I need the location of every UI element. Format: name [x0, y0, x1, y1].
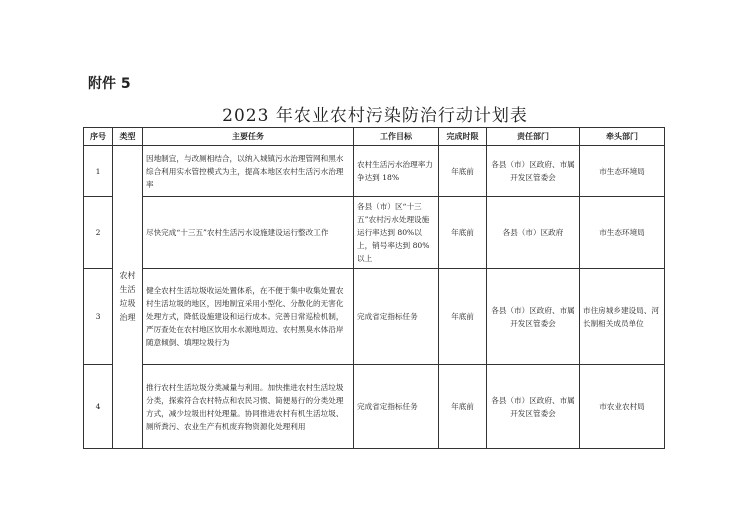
row-goal: 完成省定指标任务 — [354, 365, 439, 449]
row-task: 健全农村生活垃圾收运处置体系，在不便于集中收集处置农村生活垃圾的地区，因地制宜采用小型化、分散化的无害化处理方式，降低设施建设和运行成本。完善日常巡检机制，严厉查处在农村地区饮用水水源地周边、农村黑臭水体沿岸随意倾倒、填埋垃圾行为 — [143, 269, 354, 365]
row-goal: 各县（市）区“十三五”农村污水处理设施运行率达到 80%以上，销号率达到 80%以上 — [354, 197, 439, 269]
table-row — [84, 269, 665, 365]
header-type: 类型 — [113, 128, 143, 146]
action-plan-table — [83, 127, 665, 449]
header-lead: 牵头部门 — [580, 128, 665, 146]
row-goal: 完成省定指标任务 — [354, 269, 439, 365]
attachment-label: 附件 5 — [88, 76, 131, 92]
row-no: 4 — [84, 365, 113, 449]
row-no: 1 — [84, 146, 113, 197]
header-task: 主要任务 — [143, 128, 354, 146]
row-lead: 市住房城乡建设局、河长制相关成员单位 — [580, 269, 665, 365]
row-no: 3 — [84, 269, 113, 365]
row-responsible: 各县（市）区政府、市属开发区管委会 — [487, 146, 580, 197]
row-deadline: 年底前 — [439, 365, 487, 449]
row-responsible: 各县（市）区政府、市属开发区管委会 — [487, 269, 580, 365]
header-responsible: 责任部门 — [487, 128, 580, 146]
row-task: 推行农村生活垃圾分类减量与利用。加快推进农村生活垃圾分类，探索符合农村特点和农民习惯、简便易行的分类处理方式，减少垃圾出村处理量。协同推进农村有机生活垃圾、厕所粪污、农业生产有机废弃物资源化处理利用 — [143, 365, 354, 449]
row-no: 2 — [84, 197, 113, 269]
table-row — [84, 197, 665, 269]
table-header-row — [84, 128, 665, 146]
row-responsible: 各县（市）区政府、市属开发区管委会 — [487, 365, 580, 449]
row-lead: 市生态环境局 — [580, 146, 665, 197]
row-goal: 农村生活污水治理率力争达到 18% — [354, 146, 439, 197]
type-cell — [113, 146, 143, 449]
row-lead: 市农业农村局 — [580, 365, 665, 449]
row-task: 因地制宜，与改厕相结合，以纳入城镇污水治理管网和黑水综合利用实水管控模式为主，提高本地区农村生活污水治理率 — [143, 146, 354, 197]
header-deadline: 完成时限 — [439, 128, 487, 146]
row-lead: 市生态环境局 — [580, 197, 665, 269]
row-deadline: 年底前 — [439, 146, 487, 197]
header-no: 序号 — [84, 128, 113, 146]
row-responsible: 各县（市）区政府 — [487, 197, 580, 269]
table-row — [84, 146, 665, 197]
row-task: 尽快完成“十三五”农村生活污水设施建设运行整改工作 — [143, 197, 354, 269]
row-deadline: 年底前 — [439, 197, 487, 269]
row-deadline: 年底前 — [439, 269, 487, 365]
table-row — [84, 365, 665, 449]
header-goal: 工作目标 — [354, 128, 439, 146]
document-title: 2023 年农业农村污染防治行动计划表 — [222, 106, 528, 126]
type-label: 农村生活垃圾治理 — [119, 271, 136, 322]
